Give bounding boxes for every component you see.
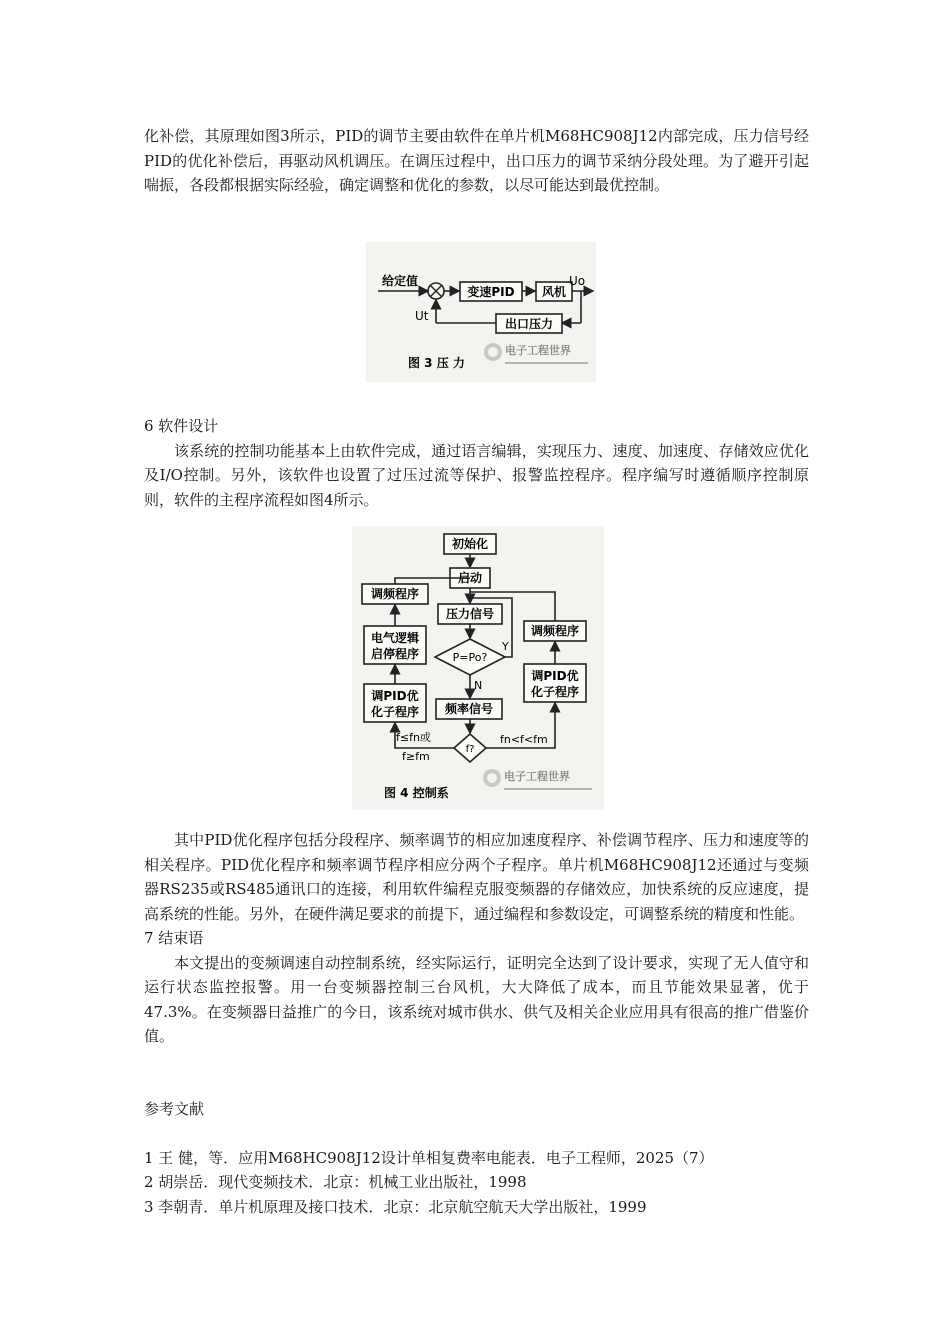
reference-item-2: 2 胡崇岳．现代变频技术．北京：机械工业出版社，1998 [144,1173,527,1191]
intro-section [144,124,809,198]
right-pid-label-2: 化子程序 [530,685,580,699]
no-label: N [474,679,483,692]
figure-3-caption: 图 3 压 力 [408,356,465,370]
left-condition-2: f≥fm [402,750,430,763]
freq-signal-label: 频率信号 [444,702,494,716]
watermark-text: 电子工程世界 [505,344,571,357]
watermark-logo-4 [483,769,592,789]
body-section-2 [144,828,809,1049]
start-label: 启动 [457,571,483,585]
fan-block-label: 风机 [541,285,567,299]
reference-item-1: 1 王 健，等．应用M68HC908J12设计单相复费率电能表．电子工程师，2025（7） [144,1148,714,1167]
intro-paragraph: 化补偿，其原理如图3所示，PID的调节主要由软件在单片机M68HC908J12内部完成，压力信号经PID的优化补偿后，再驱动风机调压。在调压过程中，出口压力的调节采纳分段处理。为了避开引起喘振，各段都根据实际经验，确定调整和优化的参数，以尽可能达到最优控制。 [144,127,809,194]
yes-label: Y [502,640,509,653]
figure-3 [366,242,596,382]
figure-3-diagram [366,242,596,382]
figure-4-caption: 图 4 控制系 [384,786,449,800]
watermark-text-4: 电子工程世界 [504,770,570,783]
output-label: Uo [569,274,586,288]
right-condition: fn<f<fm [500,733,548,746]
decision-f-label: f? [465,744,475,755]
left-pid-label-1: 调PID优 [371,689,419,703]
figure-4-flowchart [352,526,604,810]
references-section [144,1097,809,1219]
figure-4 [352,526,604,810]
outlet-pressure-label: 出口压力 [504,317,554,331]
electric-logic-label-1: 电气逻辑 [370,631,420,645]
init-label: 初始化 [451,537,489,551]
section-7-heading: 7 结束语 [144,929,204,947]
section-7-paragraph: 本文提出的变频调速自动控制系统，经实际运行，证明完全达到了设计要求，实现了无人值守和运行状态监控报警。用一台变频器控制三台风机，大大降低了成本，而且节能效果显著，优于47.3%。在变频器日益推广的今日，该系统对城市供水、供气及相关企业应用具有很高的推广借鉴价值。 [144,953,809,1045]
pressure-signal-label: 压力信号 [445,607,495,621]
pid-paragraph: 其中PID优化程序包括分段程序、频率调节的相应加速度程序、补偿调节程序、压力和速度等的相关程序。PID优化程序和频率调节程序相应分两个子程序。单片机M68HC908J12还通过与变频器RS235或RS485通讯口的连接，利用软件编程克服变频器的存储效应，加快系统的反应速度，提高系统的性能。另外，在硬件满足要求的前提下，通过编程和参数设定，可调整系统的精度和性能。 [144,831,809,923]
right-pid-label-1: 调PID优 [531,669,579,683]
right-freq-prog-label: 调频程序 [530,624,580,638]
left-pid-label-2: 化子程序 [370,705,420,719]
pid-block-label: 变速PID [467,285,515,299]
left-condition-1: f≤fn或 [396,731,431,744]
section-6-paragraph: 该系统的控制功能基本上由软件完成，通过语言编辑，实现压力、速度、加速度、存储效应优化及I/O控制。另外，该软件也设置了过压过流等保护、报警监控程序。程序编写时遵循顺序控制原则，软件的主程序流程如图4所示。 [144,441,809,509]
left-freq-prog-label: 调频程序 [370,587,420,601]
section-6 [144,414,809,512]
reference-item-3: 3 李朝青．单片机原理及接口技术．北京：北京航空航天大学出版社，1999 [144,1197,647,1216]
decision-p-label: P=Po? [452,651,488,664]
input-label: 给定值 [382,274,419,288]
section-6-heading: 6 软件设计 [144,417,219,435]
references-heading: 参考文献 [144,1100,205,1118]
electric-logic-label-2: 启停程序 [370,647,420,661]
feedback-label: Ut [415,309,429,323]
watermark-logo [484,343,588,363]
